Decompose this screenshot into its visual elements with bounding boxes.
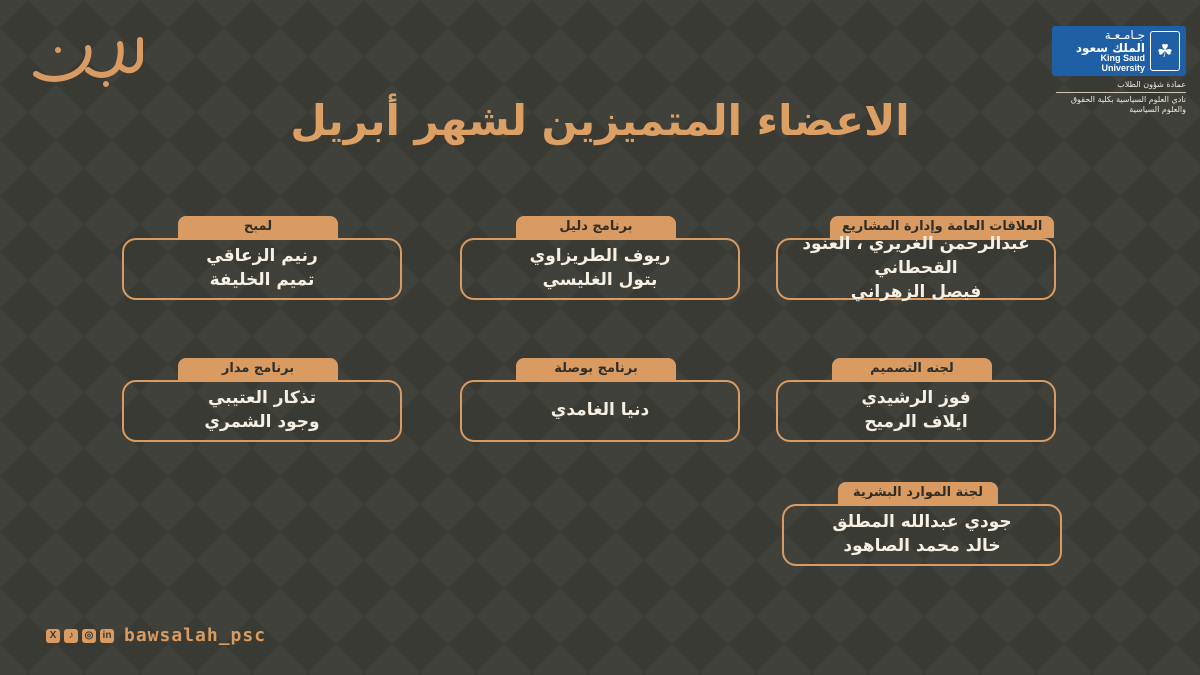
member-name: عبدالرحمن الغريري ، العنود القحطاني bbox=[802, 234, 1030, 279]
dept-line-3: والعلوم السياسية bbox=[1129, 105, 1186, 114]
member-name: فيصل الزهراني bbox=[850, 281, 982, 302]
group-label-hr: لجنة الموارد البشرية bbox=[838, 482, 998, 504]
dept-line-1: عمادة شؤون الطلاب bbox=[1117, 80, 1186, 89]
group-card-madar bbox=[122, 380, 402, 442]
group-label-design: لجنه التصميم bbox=[832, 358, 992, 380]
dept-line-2: نادي العلوم السياسية بكلية الحقوق bbox=[1070, 95, 1186, 104]
group-card-bawsalah bbox=[460, 380, 740, 442]
tiktok-icon[interactable]: ♪ bbox=[64, 629, 78, 643]
member-name: ايلاف الرميح bbox=[864, 412, 968, 432]
university-name-ar-line1: جـامـعـة bbox=[1104, 27, 1145, 42]
x-icon[interactable]: X bbox=[46, 629, 60, 643]
university-name-en: King Saud University bbox=[1100, 53, 1145, 73]
university-logo bbox=[1052, 26, 1186, 76]
member-name: تميم الخليفة bbox=[209, 270, 315, 290]
member-name: فوز الرشيدي bbox=[861, 388, 971, 409]
member-name: دنيا الغامدي bbox=[550, 400, 650, 421]
member-name: رنيم الزعاقي bbox=[206, 246, 318, 267]
social-footer bbox=[46, 625, 266, 646]
page-title: الاعضاء المتميزين لشهر أبريل bbox=[290, 96, 910, 145]
dept-divider bbox=[1056, 92, 1186, 93]
group-card-design bbox=[776, 380, 1056, 442]
group-card-hr bbox=[782, 504, 1062, 566]
group-label-daleel: برنامج دليل bbox=[516, 216, 676, 238]
group-label-pr: العلاقات العامة وإدارة المشاريع bbox=[830, 216, 1054, 238]
member-name: تذكار العتيبي bbox=[208, 388, 317, 409]
linkedin-icon[interactable]: in bbox=[100, 629, 114, 643]
palm-emblem-icon: ☘ bbox=[1150, 31, 1180, 71]
group-label-lamh: لمبح bbox=[178, 216, 338, 238]
group-card-lamh bbox=[122, 238, 402, 300]
group-label-bawsalah: برنامج بوصلة bbox=[516, 358, 676, 380]
member-name: وجود الشمري bbox=[204, 412, 320, 432]
member-name: بتول الغليسي bbox=[542, 270, 658, 290]
university-name bbox=[1058, 29, 1145, 73]
group-card-pr bbox=[776, 234, 1056, 302]
group-card-daleel bbox=[460, 238, 740, 300]
member-name: خالد محمد الصاهود bbox=[843, 536, 1001, 556]
member-name: جودي عبدالله المطلق bbox=[832, 512, 1012, 533]
social-handle[interactable]: bawsalah_psc bbox=[124, 625, 267, 646]
member-name: ريوف الطريزاوي bbox=[529, 246, 671, 267]
group-label-madar: برنامج مدار bbox=[178, 358, 338, 380]
bawsalah-logo bbox=[28, 30, 148, 90]
instagram-icon[interactable]: ◎ bbox=[82, 629, 96, 643]
university-name-ar-line2: الملك سعود bbox=[1075, 40, 1145, 55]
